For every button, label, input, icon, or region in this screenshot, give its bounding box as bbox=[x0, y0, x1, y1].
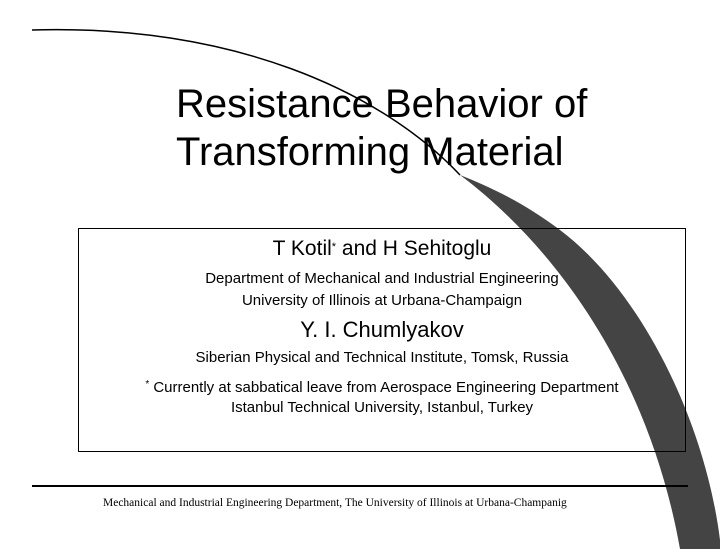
footer-text: Mechanical and Industrial Engineering Department, The University of Illinois at Urbana-Champanig bbox=[103, 497, 567, 509]
secondary-author: Y. I. Chumlyakov bbox=[300, 317, 464, 342]
title-line-1: Resistance Behavior of bbox=[176, 82, 588, 126]
note-line-2: Istanbul Technical University, Istanbul, Turkey bbox=[230, 399, 534, 416]
title-line-2: Transforming Material bbox=[176, 130, 564, 174]
sabbatical-note bbox=[79, 378, 685, 418]
authors-box bbox=[78, 228, 686, 452]
asterisk-marker: * bbox=[331, 241, 337, 253]
note-asterisk: * bbox=[145, 379, 150, 390]
footer-divider bbox=[32, 485, 688, 487]
primary-authors bbox=[79, 236, 685, 262]
affiliation-university: University of Illinois at Urbana-Champaign bbox=[241, 292, 523, 309]
affiliation-department: Department of Mechanical and Industrial Engineering bbox=[205, 270, 559, 287]
primary-author-2: and H Sehitoglu bbox=[336, 237, 492, 260]
slide-title bbox=[176, 80, 696, 176]
note-line-1: Currently at sabbatical leave from Aerospace Engineering Department bbox=[153, 379, 619, 396]
primary-author-1: T Kotil bbox=[272, 237, 332, 260]
affiliation-siberian: Siberian Physical and Technical Institute, Tomsk, Russia bbox=[195, 349, 569, 366]
